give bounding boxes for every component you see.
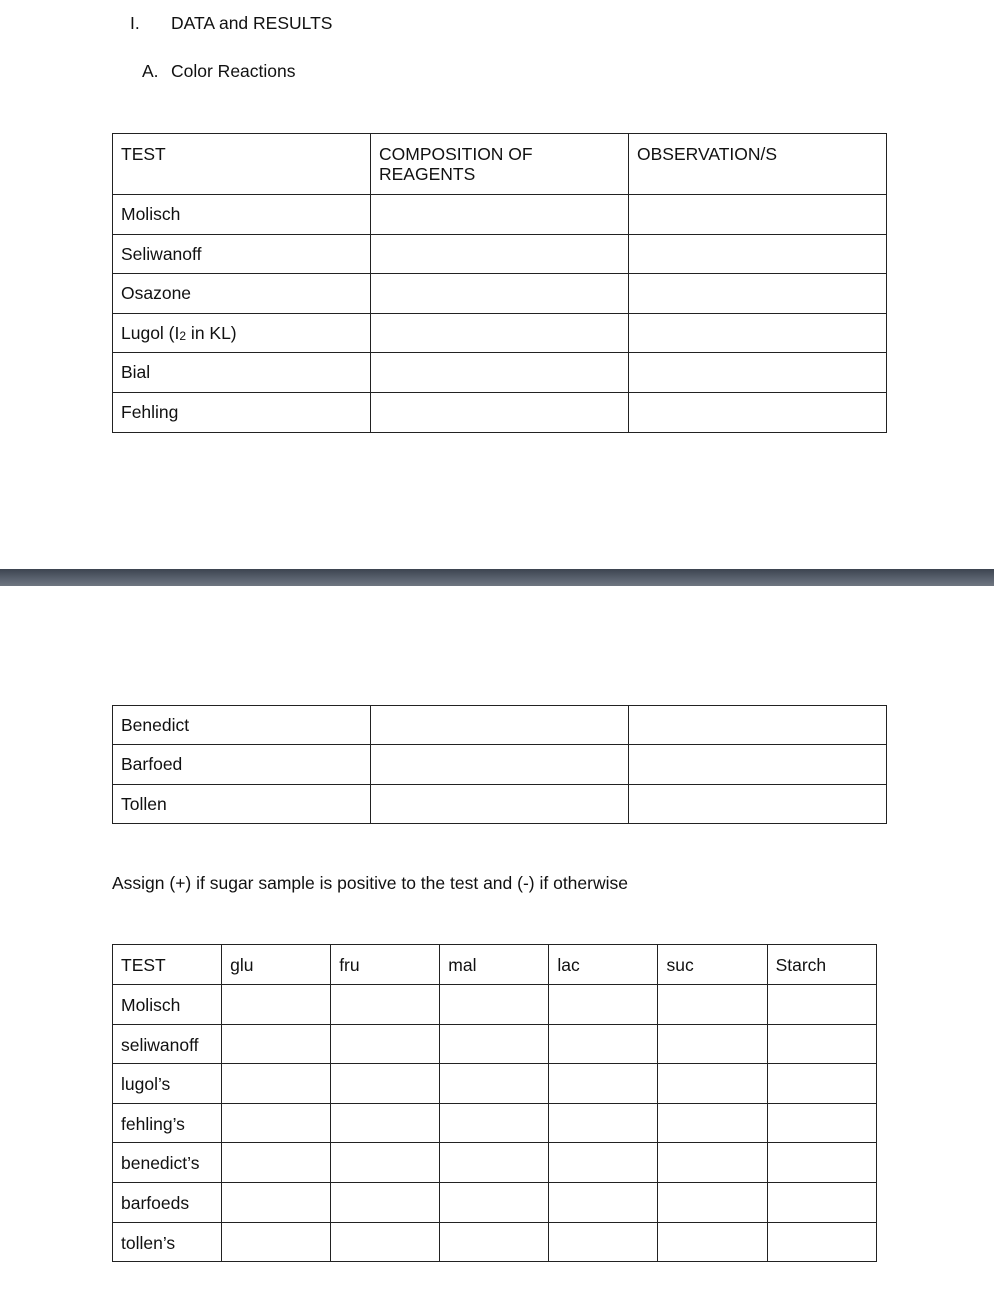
result-cell[interactable] — [440, 1222, 549, 1262]
test-name: Bial — [113, 353, 371, 393]
result-cell[interactable] — [222, 985, 331, 1025]
result-cell[interactable] — [440, 1182, 549, 1222]
color-reactions-table — [112, 133, 887, 433]
section-title: DATA and RESULTS — [171, 13, 333, 33]
result-cell[interactable] — [331, 1103, 440, 1143]
result-cell[interactable] — [767, 985, 876, 1025]
result-cell[interactable] — [549, 1103, 658, 1143]
composition-cell[interactable] — [371, 784, 629, 823]
result-cell[interactable] — [549, 1143, 658, 1183]
observation-cell[interactable] — [629, 745, 887, 784]
observation-cell[interactable] — [629, 313, 887, 353]
observation-cell[interactable] — [629, 706, 887, 745]
result-cell[interactable] — [549, 1024, 658, 1064]
test-name: Tollen — [113, 784, 371, 823]
result-cell[interactable] — [331, 985, 440, 1025]
result-cell[interactable] — [658, 1064, 767, 1104]
subsection-number: A. — [142, 61, 159, 81]
test-name: tollen’s — [113, 1222, 222, 1262]
result-cell[interactable] — [767, 1024, 876, 1064]
header-composition: COMPOSITION OF REAGENTS — [371, 134, 629, 195]
header-suc: suc — [658, 945, 767, 985]
result-cell[interactable] — [549, 1222, 658, 1262]
result-cell[interactable] — [222, 1182, 331, 1222]
result-cell[interactable] — [440, 1143, 549, 1183]
result-cell[interactable] — [658, 1024, 767, 1064]
result-cell[interactable] — [331, 1222, 440, 1262]
test-name-lugol — [113, 313, 371, 353]
result-cell[interactable] — [658, 1182, 767, 1222]
result-cell[interactable] — [658, 985, 767, 1025]
test-name: Molisch — [113, 195, 371, 235]
test-name: fehling’s — [113, 1103, 222, 1143]
test-name: seliwanoff — [113, 1024, 222, 1064]
composition-cell[interactable] — [371, 745, 629, 784]
observation-cell[interactable] — [629, 353, 887, 393]
result-cell[interactable] — [222, 1143, 331, 1183]
result-cell[interactable] — [331, 1182, 440, 1222]
observation-cell[interactable] — [629, 274, 887, 314]
result-cell[interactable] — [222, 1024, 331, 1064]
composition-cell[interactable] — [371, 313, 629, 353]
page-break-divider — [0, 569, 994, 586]
sugar-results-table — [112, 944, 877, 1262]
result-cell[interactable] — [222, 1103, 331, 1143]
result-cell[interactable] — [549, 1182, 658, 1222]
result-cell[interactable] — [222, 1064, 331, 1104]
header-glu: glu — [222, 945, 331, 985]
test-name: lugol’s — [113, 1064, 222, 1104]
test-name: benedict’s — [113, 1143, 222, 1183]
result-cell[interactable] — [767, 1143, 876, 1183]
observation-cell[interactable] — [629, 234, 887, 274]
header-test: TEST — [113, 134, 371, 195]
test-name: Fehling — [113, 392, 371, 432]
lugol-text-after: in KL) — [186, 322, 237, 343]
result-cell[interactable] — [440, 1024, 549, 1064]
test-name: Osazone — [113, 274, 371, 314]
observation-cell[interactable] — [629, 392, 887, 432]
color-reactions-table-continued — [112, 705, 887, 824]
lugol-text-before: Lugol (I — [121, 322, 180, 343]
observation-cell[interactable] — [629, 784, 887, 823]
result-cell[interactable] — [658, 1143, 767, 1183]
test-name: barfoeds — [113, 1182, 222, 1222]
header-test: TEST — [113, 945, 222, 985]
result-cell[interactable] — [440, 1064, 549, 1104]
observation-cell[interactable] — [629, 195, 887, 235]
composition-cell[interactable] — [371, 353, 629, 393]
result-cell[interactable] — [767, 1222, 876, 1262]
test-name: Benedict — [113, 706, 371, 745]
result-cell[interactable] — [767, 1103, 876, 1143]
result-cell[interactable] — [440, 1103, 549, 1143]
composition-cell[interactable] — [371, 195, 629, 235]
header-starch: Starch — [767, 945, 876, 985]
result-cell[interactable] — [767, 1064, 876, 1104]
header-mal: mal — [440, 945, 549, 985]
result-cell[interactable] — [440, 985, 549, 1025]
section-number: I. — [130, 13, 140, 33]
composition-cell[interactable] — [371, 706, 629, 745]
lugol-subscript: 2 — [179, 328, 187, 343]
result-cell[interactable] — [222, 1222, 331, 1262]
composition-cell[interactable] — [371, 274, 629, 314]
result-cell[interactable] — [331, 1143, 440, 1183]
header-lac: lac — [549, 945, 658, 985]
result-cell[interactable] — [767, 1182, 876, 1222]
result-cell[interactable] — [331, 1024, 440, 1064]
test-name: Seliwanoff — [113, 234, 371, 274]
result-cell[interactable] — [658, 1103, 767, 1143]
header-observations: OBSERVATION/S — [629, 134, 887, 195]
test-name: Barfoed — [113, 745, 371, 784]
result-cell[interactable] — [549, 1064, 658, 1104]
instruction-text: Assign (+) if sugar sample is positive to the test and (-) if otherwise — [112, 873, 628, 893]
composition-cell[interactable] — [371, 392, 629, 432]
subsection-title: Color Reactions — [171, 61, 296, 81]
header-fru: fru — [331, 945, 440, 985]
result-cell[interactable] — [331, 1064, 440, 1104]
result-cell[interactable] — [549, 985, 658, 1025]
result-cell[interactable] — [658, 1222, 767, 1262]
test-name: Molisch — [113, 985, 222, 1025]
composition-cell[interactable] — [371, 234, 629, 274]
